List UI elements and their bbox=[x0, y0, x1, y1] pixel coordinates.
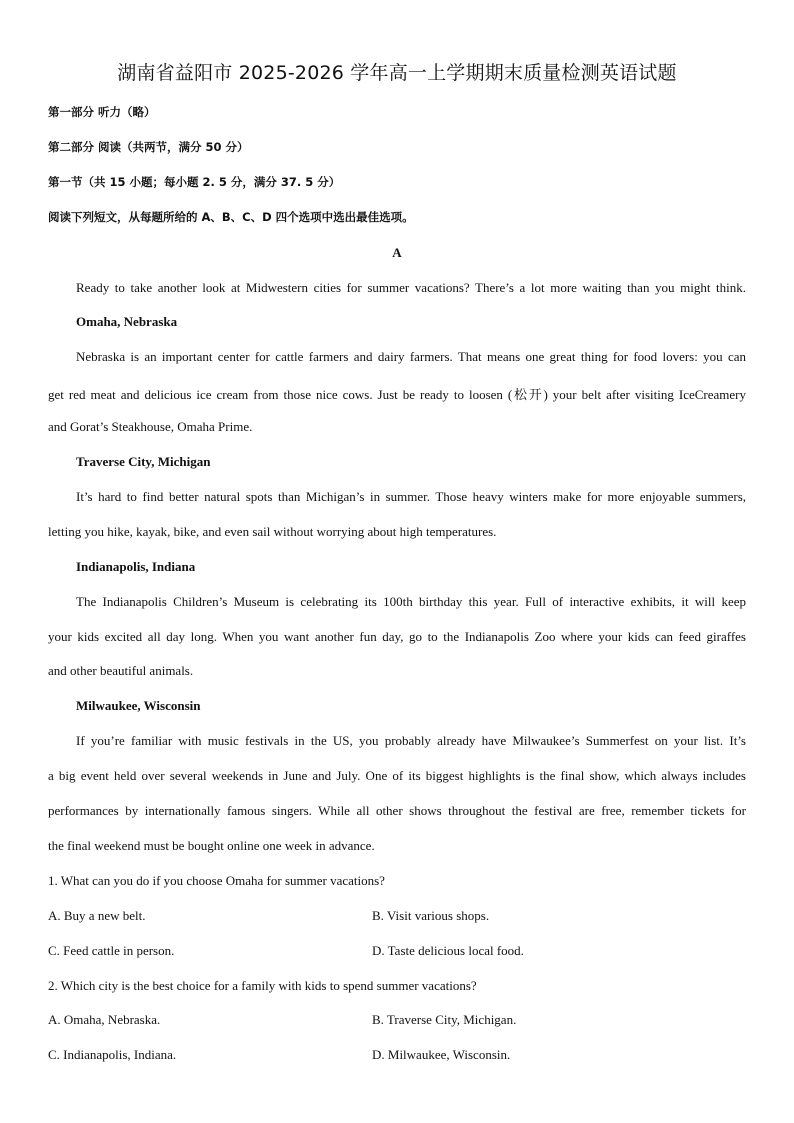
question-2-option-c: C. Indianapolis, Indiana. bbox=[48, 1047, 177, 1062]
omaha-line-3: and Gorat’s Steakhouse, Omaha Prime. bbox=[48, 419, 253, 434]
part1-listening-note: 第一部分 听力（略） bbox=[48, 105, 156, 119]
omaha-line-1: Nebraska is an important center for cattle farmers and dairy farmers. That means one great thing for food lovers: you can bbox=[76, 349, 746, 364]
part2-reading-header: 第二部分 阅读（共两节，满分 50 分） bbox=[48, 140, 249, 154]
question-1-option-b: B. Visit various shops. bbox=[372, 908, 490, 923]
question-2-option-d: D. Milwaukee, Wisconsin. bbox=[372, 1047, 511, 1062]
indianapolis-line-1: The Indianapolis Children’s Museum is celebrating its 100th birthday this year. Full of interactive exhibits, it will keep bbox=[76, 594, 746, 609]
heading-omaha: Omaha, Nebraska bbox=[76, 314, 178, 329]
question-2-option-b: B. Traverse City, Michigan. bbox=[372, 1012, 517, 1027]
passage-intro: Ready to take another look at Midwestern cities for summer vacations? There’s a lot more waiting than you might think. bbox=[76, 280, 746, 295]
passage-letter: A bbox=[392, 245, 402, 260]
traverse-line-2: letting you hike, kayak, bike, and even sail without worrying about high temperatures. bbox=[48, 524, 497, 539]
milwaukee-line-3: performances by internationally famous singers. While all other shows throughout the festival are free, remember tickets for bbox=[48, 803, 746, 818]
indianapolis-line-2: your kids excited all day long. When you want another fun day, go to the Indianapolis Zoo where your kids can feed giraffes bbox=[48, 629, 746, 644]
exam-title: 湖南省益阳市 2025-2026 学年高一上学期期末质量检测英语试题 bbox=[117, 62, 677, 84]
section1-header: 第一节（共 15 小题；每小题 2. 5 分，满分 37. 5 分） bbox=[48, 175, 341, 189]
question-1-stem: 1. What can you do if you choose Omaha for summer vacations? bbox=[48, 873, 385, 888]
milwaukee-line-1: If you’re familiar with music festivals in the US, you probably already have Milwaukee’s Summerfest on your list. It’s bbox=[76, 733, 746, 748]
question-2-stem: 2. Which city is the best choice for a family with kids to spend summer vacations? bbox=[48, 978, 477, 993]
omaha-line-2: get red meat and delicious ice cream from those nice cows. Just be ready to loosen (松开) your belt after visiting IceCreamery bbox=[48, 387, 746, 402]
question-1-option-d: D. Taste delicious local food. bbox=[372, 943, 524, 958]
traverse-line-1: It’s hard to find better natural spots than Michigan’s in summer. Those heavy winters make for more enjoyable summers, bbox=[76, 489, 746, 504]
question-2-option-a: A. Omaha, Nebraska. bbox=[48, 1012, 161, 1027]
indianapolis-line-3: and other beautiful animals. bbox=[48, 663, 194, 678]
question-1-option-c: C. Feed cattle in person. bbox=[48, 943, 175, 958]
heading-traverse-city: Traverse City, Michigan bbox=[76, 454, 211, 469]
question-1-option-a: A. Buy a new belt. bbox=[48, 908, 146, 923]
heading-indianapolis: Indianapolis, Indiana bbox=[76, 559, 196, 574]
milwaukee-line-2: a big event held over several weekends in June and July. One of its biggest highlights is the final show, which always includes bbox=[48, 768, 746, 783]
milwaukee-line-4: the final weekend must be bought online one week in advance. bbox=[48, 838, 375, 853]
reading-directions: 阅读下列短文，从每题所给的 A、B、C、D 四个选项中选出最佳选项。 bbox=[48, 210, 414, 224]
heading-milwaukee: Milwaukee, Wisconsin bbox=[76, 698, 201, 713]
